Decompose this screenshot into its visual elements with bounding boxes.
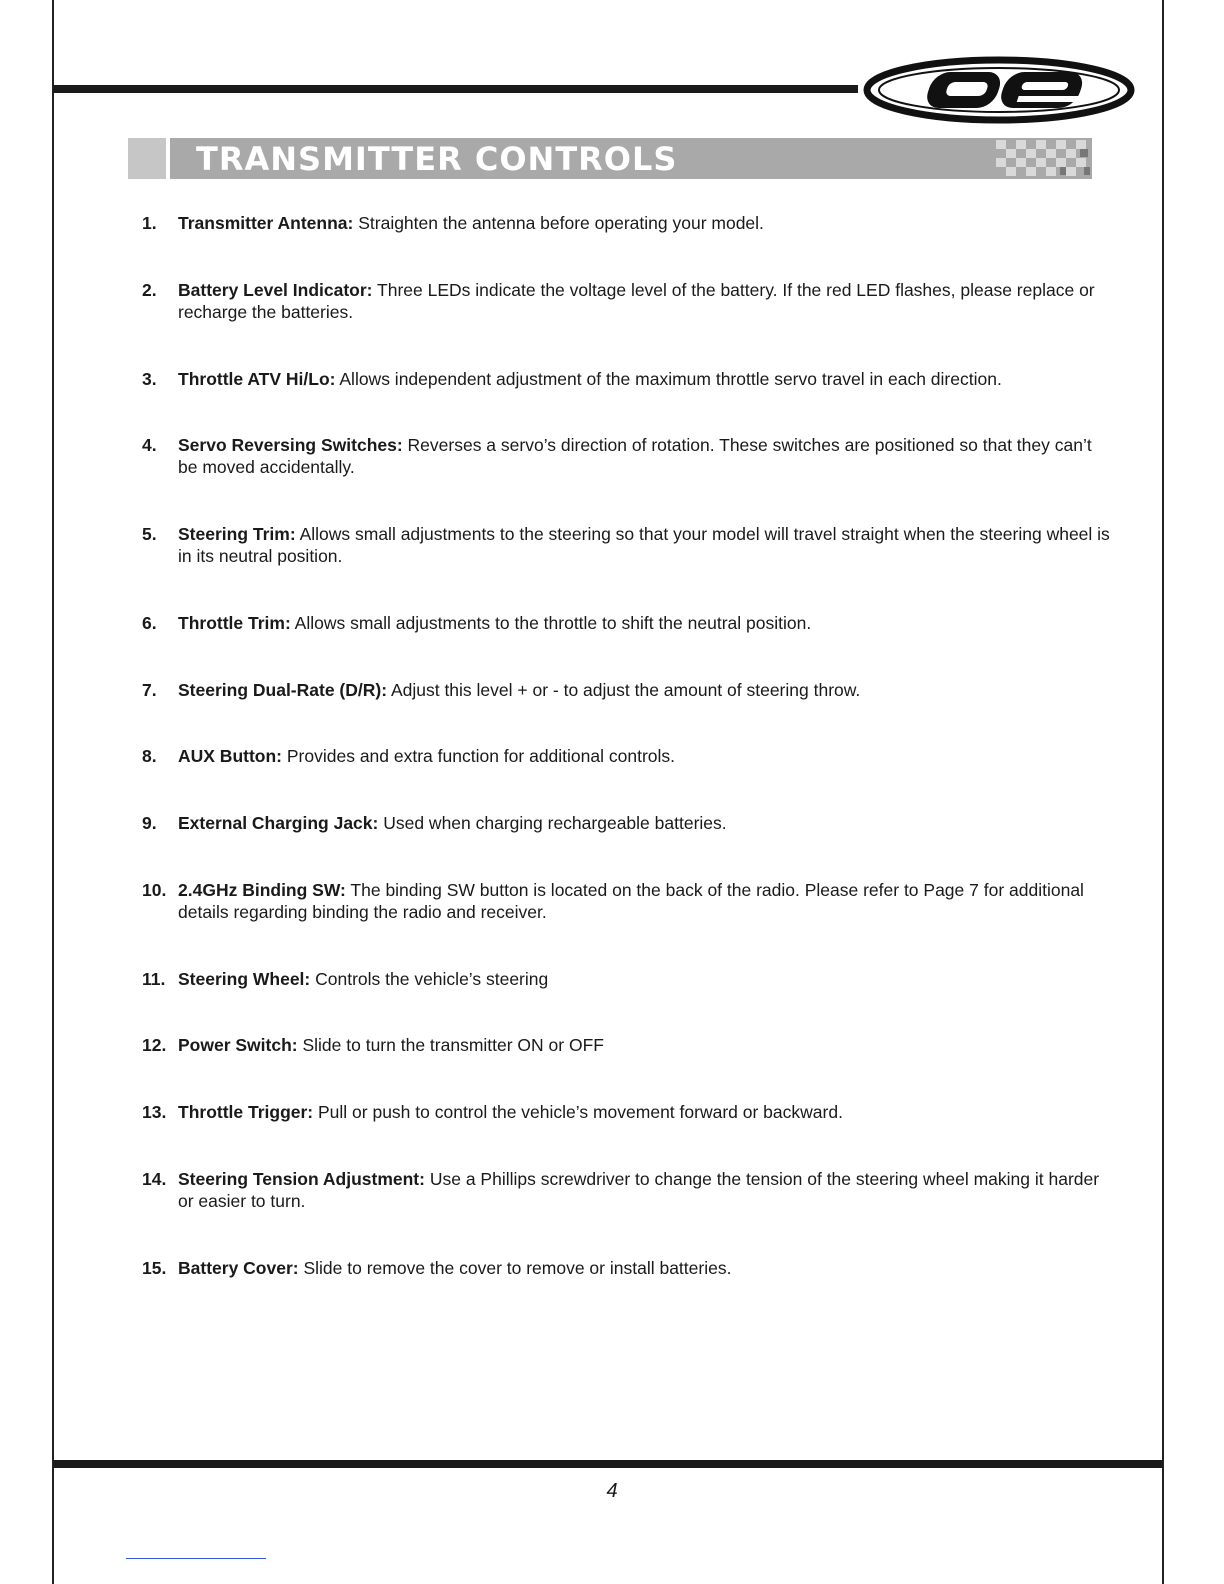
ae-logo: [862, 55, 1137, 127]
item-term: Steering Wheel:: [178, 969, 311, 989]
page-number: 4: [606, 1480, 618, 1502]
list-item: [142, 745, 1112, 767]
banner-separator: [166, 138, 170, 179]
item-number: 4.: [142, 435, 157, 455]
item-term: Servo Reversing Switches:: [178, 435, 403, 455]
list-item: [142, 368, 1112, 390]
item-number: 14.: [142, 1169, 167, 1189]
item-number: 3.: [142, 369, 157, 389]
item-term: Power Switch:: [178, 1035, 298, 1055]
item-number: 10.: [142, 880, 167, 900]
item-number: 6.: [142, 613, 157, 633]
list-item: [142, 812, 1112, 834]
list-item: [142, 1034, 1112, 1056]
item-term: Throttle ATV Hi/Lo:: [178, 369, 336, 389]
item-text: The binding SW button is located on the back of the radio. Please refer to Page 7 for additional details regarding binding the radio and receiver.: [178, 880, 1084, 922]
item-term: Steering Dual-Rate (D/R):: [178, 680, 388, 700]
item-text: Slide to remove the cover to remove or install batteries.: [298, 1258, 732, 1278]
item-term: Throttle Trim:: [178, 613, 291, 633]
item-number: 5.: [142, 524, 157, 544]
item-term: Steering Trim:: [178, 524, 296, 544]
item-number: 2.: [142, 280, 157, 300]
item-text: Use a Phillips screwdriver to change the tension of the steering wheel making it harder or easier to turn.: [178, 1169, 1100, 1211]
list-item: [142, 434, 1112, 478]
item-text: Straighten the antenna before operating your model.: [353, 213, 764, 233]
item-term: Throttle Trigger:: [178, 1102, 314, 1122]
item-number: 13.: [142, 1102, 167, 1122]
item-text: Pull or push to control the vehicle’s movement forward or backward.: [313, 1102, 843, 1122]
item-number: 9.: [142, 813, 157, 833]
section-banner: [128, 138, 1092, 179]
item-text: Reverses a servo’s direction of rotation. These switches are positioned so that they can’t be moved accidentally.: [178, 435, 1092, 477]
banner-cap: [128, 138, 166, 179]
page-border-left: [52, 0, 54, 1584]
list-item: [142, 679, 1112, 701]
list-item: [142, 879, 1112, 923]
list-item: [142, 1168, 1112, 1212]
list-item: [142, 279, 1112, 323]
item-text: Provides and extra function for additional controls.: [282, 746, 676, 766]
item-term: AUX Button:: [178, 746, 283, 766]
item-number: 1.: [142, 213, 157, 233]
item-text: Controls the vehicle’s steering: [310, 969, 549, 989]
section-title: TRANSMITTER CONTROLS: [196, 140, 678, 178]
item-term: External Charging Jack:: [178, 813, 379, 833]
list-item: [142, 212, 1112, 234]
item-term: Steering Tension Adjustment:: [178, 1169, 425, 1189]
item-number: 15.: [142, 1258, 167, 1278]
item-number: 12.: [142, 1035, 167, 1055]
item-text: Three LEDs indicate the voltage level of the battery. If the red LED flashes, please replace or recharge the batteries.: [178, 280, 1095, 322]
item-text: Allows small adjustments to the steering so that your model will travel straight when the steering wheel is in its neutral position.: [178, 524, 1110, 566]
list-item: [142, 1101, 1112, 1123]
item-text: Allows small adjustments to the throttle to shift the neutral position.: [290, 613, 812, 633]
item-term: Transmitter Antenna:: [178, 213, 354, 233]
item-text: Slide to turn the transmitter ON or OFF: [297, 1035, 604, 1055]
list-item: [142, 1257, 1112, 1279]
footnote-line: [126, 1558, 266, 1559]
item-number: 7.: [142, 680, 157, 700]
item-number: 8.: [142, 746, 157, 766]
item-text: Used when charging rechargeable batteries.: [378, 813, 727, 833]
checker-pattern: [984, 138, 1092, 179]
item-term: 2.4GHz Binding SW:: [178, 880, 346, 900]
item-text: Allows independent adjustment of the maximum throttle servo travel in each direction.: [335, 369, 1002, 389]
item-text: Adjust this level + or - to adjust the amount of steering throw.: [387, 680, 861, 700]
item-term: Battery Cover:: [178, 1258, 299, 1278]
page-border-right: [1162, 0, 1164, 1584]
header-rule: [53, 85, 858, 93]
list-item: [142, 612, 1112, 634]
footer-rule: [53, 1460, 1163, 1468]
item-term: Battery Level Indicator:: [178, 280, 373, 300]
list-item: [142, 968, 1112, 990]
list-item: [142, 523, 1112, 567]
item-number: 11.: [142, 969, 166, 989]
